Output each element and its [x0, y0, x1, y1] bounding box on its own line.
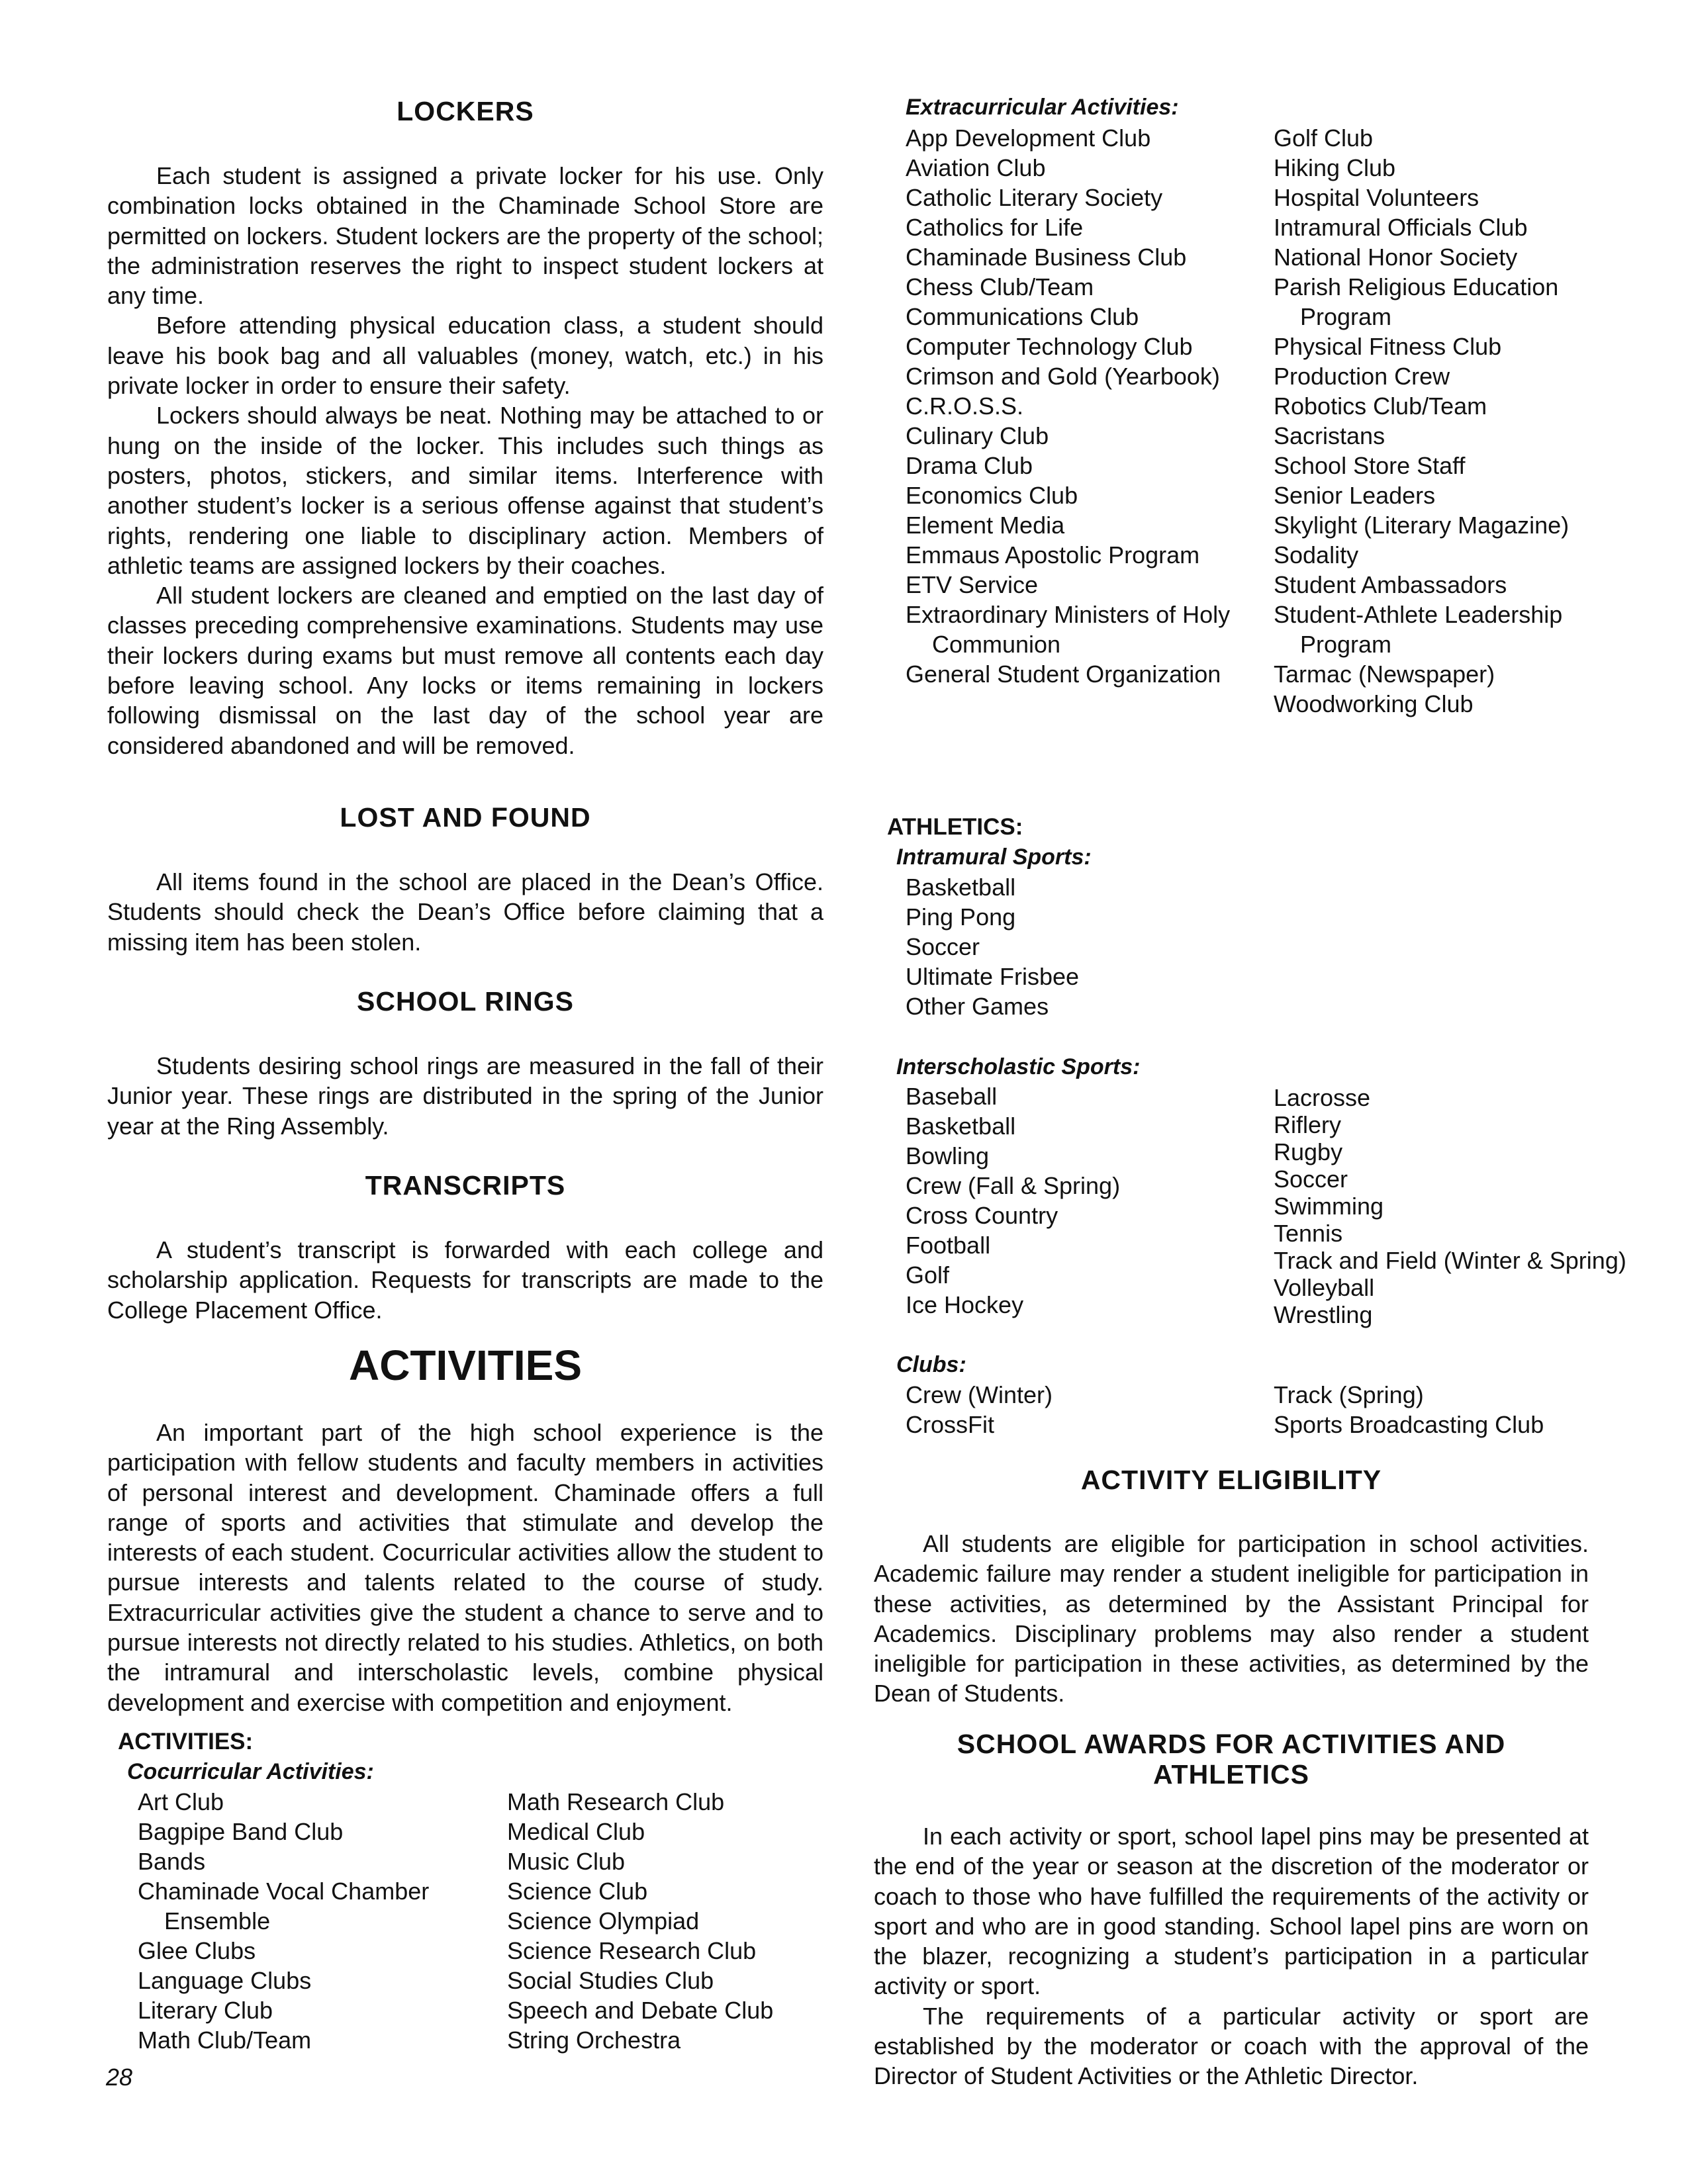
list-item: Catholics for Life — [906, 214, 1084, 241]
list-item: App Development Club — [906, 124, 1151, 152]
list-item: Bowling — [906, 1142, 990, 1169]
list-item: Communications Club — [906, 303, 1139, 330]
list-item: Riflery — [1274, 1111, 1342, 1138]
list-item: Chaminade Business Club — [906, 244, 1187, 271]
athletics-label: ATHLETICS: — [887, 814, 1023, 840]
list-item: Culinary Club — [906, 422, 1049, 449]
school-rings-body — [107, 1051, 823, 1141]
list-item: Basketball — [906, 874, 1016, 901]
cocurricular-label: Cocurricular Activities: — [127, 1759, 374, 1784]
list-item: Tarmac (Newspaper) — [1274, 660, 1495, 688]
list-item: Extraordinary Ministers of Holy Communion — [906, 601, 1231, 658]
list-item: Ice Hockey — [906, 1291, 1024, 1318]
list-item: Catholic Literary Society — [906, 184, 1163, 211]
clubs-list-col1 — [906, 1380, 1250, 1439]
list-item: Crew (Fall & Spring) — [906, 1172, 1121, 1199]
activities-heading: ACTIVITIES — [348, 1342, 583, 1389]
awards-heading-line1: SCHOOL AWARDS FOR ACTIVITIES AND — [957, 1729, 1506, 1759]
lockers-paragraph-3: Lockers should always be neat. Nothing may be attached to or hung on the inside of the locker. This includes such things as posters, photos, stickers, and similar items. Interference with another student’s locker is a serious offense against that student’s rights, rendering one liable to disciplinary action. Members of athletic teams are assigned lockers by their coaches. — [107, 402, 823, 579]
list-item: Soccer — [1274, 1165, 1348, 1193]
list-item: Drama Club — [906, 452, 1033, 479]
cocurricular-list-col2 — [507, 1787, 818, 2055]
list-item: Senior Leaders — [1274, 482, 1436, 509]
list-item: Volleyball — [1274, 1274, 1375, 1301]
intramural-label: Intramural Sports: — [896, 844, 1092, 870]
awards-paragraph-2: The requirements of a particular activity or sport are established by the moderator or coach with the approval of the Director of Student Activities or the Athletic Director. — [874, 2002, 1589, 2090]
list-item: Woodworking Club — [1274, 690, 1474, 717]
lockers-body — [107, 161, 823, 760]
list-item: Science Olympiad — [507, 1907, 700, 1934]
eligibility-body — [874, 1529, 1589, 1709]
list-item: Soccer — [906, 933, 980, 960]
lockers-paragraph-4: All student lockers are cleaned and emptied on the last day of classes preceding comprehensive examinations. Students may use their lockers during exams but must remove all contents each day before leaving school. Any locks or items remaining in lockers following dismissal on the last day of the school year are considered abandoned and will be removed. — [107, 582, 823, 759]
list-item: School Store Staff — [1274, 452, 1466, 479]
list-item: Golf Club — [1274, 124, 1374, 152]
lockers-heading: LOCKERS — [397, 96, 534, 126]
list-item: Wrestling — [1274, 1301, 1373, 1328]
list-item: Skylight (Literary Magazine) — [1274, 512, 1570, 539]
eligibility-heading: ACTIVITY ELIGIBILITY — [1080, 1465, 1382, 1495]
interscholastic-label: Interscholastic Sports: — [896, 1054, 1141, 1079]
activities-list-label: ACTIVITIES: — [118, 1729, 254, 1754]
list-item: Robotics Club/Team — [1274, 392, 1487, 420]
lost-found-heading: LOST AND FOUND — [340, 802, 591, 833]
list-item: Chaminade Vocal Chamber Ensemble — [138, 1878, 430, 1934]
interscholastic-list-col1 — [906, 1081, 1250, 1320]
list-item: Emmaus Apostolic Program — [906, 541, 1200, 569]
transcripts-heading: TRANSCRIPTS — [365, 1170, 566, 1201]
list-item: Tennis — [1274, 1220, 1343, 1247]
extracurricular-list-col1 — [906, 123, 1250, 689]
list-item: Crew (Winter) — [906, 1381, 1053, 1408]
list-item: Math Research Club — [507, 1788, 725, 1815]
cocurricular-list-col1 — [138, 1787, 482, 2055]
list-item: Element Media — [906, 512, 1065, 539]
eligibility-paragraph: All students are eligible for participation in school activities. Academic failure may render a student ineligible for participation in these activities, as determined by the Assistant Principal for Academics. Disciplinary problems may also render a student ineligible for participation in these activities, as determined by the Dean of Students. — [874, 1530, 1589, 1707]
awards-heading-line2: ATHLETICS — [1152, 1759, 1309, 1790]
page-number: 28 — [106, 2064, 133, 2091]
list-item: Lacrosse — [1274, 1084, 1371, 1111]
list-item: Student-Athlete Leadership Program — [1274, 601, 1563, 658]
list-item: Glee Clubs — [138, 1937, 256, 1964]
interscholastic-list-col2 — [1274, 1084, 1644, 1328]
list-item: Intramural Officials Club — [1274, 214, 1528, 241]
list-item: Aviation Club — [906, 154, 1046, 181]
transcripts-body — [107, 1235, 823, 1325]
lockers-paragraph-2: Before attending physical education class, a student should leave his book bag and all valuables (money, watch, etc.) in his private locker in order to ensure their safety. — [107, 312, 823, 400]
transcripts-paragraph: A student’s transcript is forwarded with each college and scholarship application. Requests for transcripts are made to the College Placement Office. — [107, 1236, 823, 1324]
list-item: Ping Pong — [906, 903, 1016, 931]
list-item: Social Studies Club — [507, 1967, 714, 1994]
list-item: Sodality — [1274, 541, 1359, 569]
activities-body — [107, 1418, 823, 1717]
school-rings-heading: SCHOOL RINGS — [357, 986, 574, 1017]
activities-paragraph: An important part of the high school experience is the participation with fellow students and faculty members in activities of personal interest and development. Chaminade offers a full range of sports and activities that stimulate and develop the interests of each student. Cocurricular activities allow the student to pursue interests and talents related to the course of study. Extracurricular activities give the student a chance to serve and to pursue interests not directly related to his studies. Athletics, on both the intramural and interscholastic levels, combine physical development and exercise with competition and enjoyment. — [107, 1419, 823, 1716]
list-item: Chess Club/Team — [906, 273, 1094, 300]
lockers-paragraph-1: Each student is assigned a private locker for his use. Only combination locks obtained in the Chaminade School Store are permitted on lockers. Student lockers are the property of the school; the administration reserves the right to inspect student lockers at any time. — [107, 162, 823, 310]
list-item: Language Clubs — [138, 1967, 312, 1994]
list-item: Science Research Club — [507, 1937, 757, 1964]
list-item: General Student Organization — [906, 660, 1221, 688]
list-item: Golf — [906, 1261, 950, 1289]
list-item: Medical Club — [507, 1818, 645, 1845]
list-item: Speech and Debate Club — [507, 1997, 774, 2024]
intramural-list — [906, 872, 1250, 1021]
list-item: Bands — [138, 1848, 206, 1875]
school-rings-paragraph: Students desiring school rings are measured in the fall of their Junior year. These rings are distributed in the spring of the Junior year at the Ring Assembly. — [107, 1052, 823, 1140]
clubs-label: Clubs: — [896, 1352, 966, 1377]
list-item: Science Club — [507, 1878, 648, 1905]
list-item: Track (Spring) — [1274, 1381, 1424, 1408]
awards-body — [874, 1821, 1589, 2091]
list-item: C.R.O.S.S. — [906, 392, 1024, 420]
list-item: Art Club — [138, 1788, 224, 1815]
list-item: String Orchestra — [507, 2026, 681, 2054]
list-item: Economics Club — [906, 482, 1078, 509]
list-item: Hiking Club — [1274, 154, 1396, 181]
list-item: Computer Technology Club — [906, 333, 1193, 360]
list-item: Music Club — [507, 1848, 626, 1875]
list-item: Production Crew — [1274, 363, 1450, 390]
list-item: CrossFit — [906, 1411, 994, 1438]
list-item: Parish Religious Education Program — [1274, 273, 1559, 330]
clubs-list-col2 — [1274, 1380, 1585, 1439]
list-item: Hospital Volunteers — [1274, 184, 1479, 211]
list-item: Baseball — [906, 1083, 998, 1110]
list-item: ETV Service — [906, 571, 1039, 598]
extracurricular-label: Extracurricular Activities: — [906, 95, 1179, 120]
extracurricular-list-col2 — [1274, 123, 1585, 719]
list-item: Literary Club — [138, 1997, 273, 2024]
list-item: National Honor Society — [1274, 244, 1518, 271]
awards-paragraph-1: In each activity or sport, school lapel pins may be presented at the end of the year or season at the discretion of the moderator or coach to those who have fulfilled the requirements of the activity or sport and who are in good standing. School lapel pins are worn on the blazer, recognizing a student’s participation in a particular activity or sport. — [874, 1823, 1589, 2000]
list-item: Physical Fitness Club — [1274, 333, 1502, 360]
list-item: Other Games — [906, 993, 1049, 1020]
list-item: Cross Country — [906, 1202, 1058, 1229]
list-item: Football — [906, 1232, 991, 1259]
list-item: Bagpipe Band Club — [138, 1818, 344, 1845]
list-item: Basketball — [906, 1113, 1016, 1140]
list-item: Track and Field (Winter & Spring) — [1274, 1247, 1626, 1274]
list-item: Math Club/Team — [138, 2026, 312, 2054]
list-item: Swimming — [1274, 1193, 1384, 1220]
list-item: Sports Broadcasting Club — [1274, 1411, 1544, 1438]
list-item: Rugby — [1274, 1138, 1343, 1165]
list-item: Student Ambassadors — [1274, 571, 1507, 598]
list-item: Crimson and Gold (Yearbook) — [906, 363, 1220, 390]
lost-found-paragraph: All items found in the school are placed in the Dean’s Office. Students should check the Dean’s Office before claiming that a missing item has been stolen. — [107, 868, 823, 956]
lost-found-body — [107, 867, 823, 957]
list-item: Sacristans — [1274, 422, 1385, 449]
list-item: Ultimate Frisbee — [906, 963, 1080, 990]
